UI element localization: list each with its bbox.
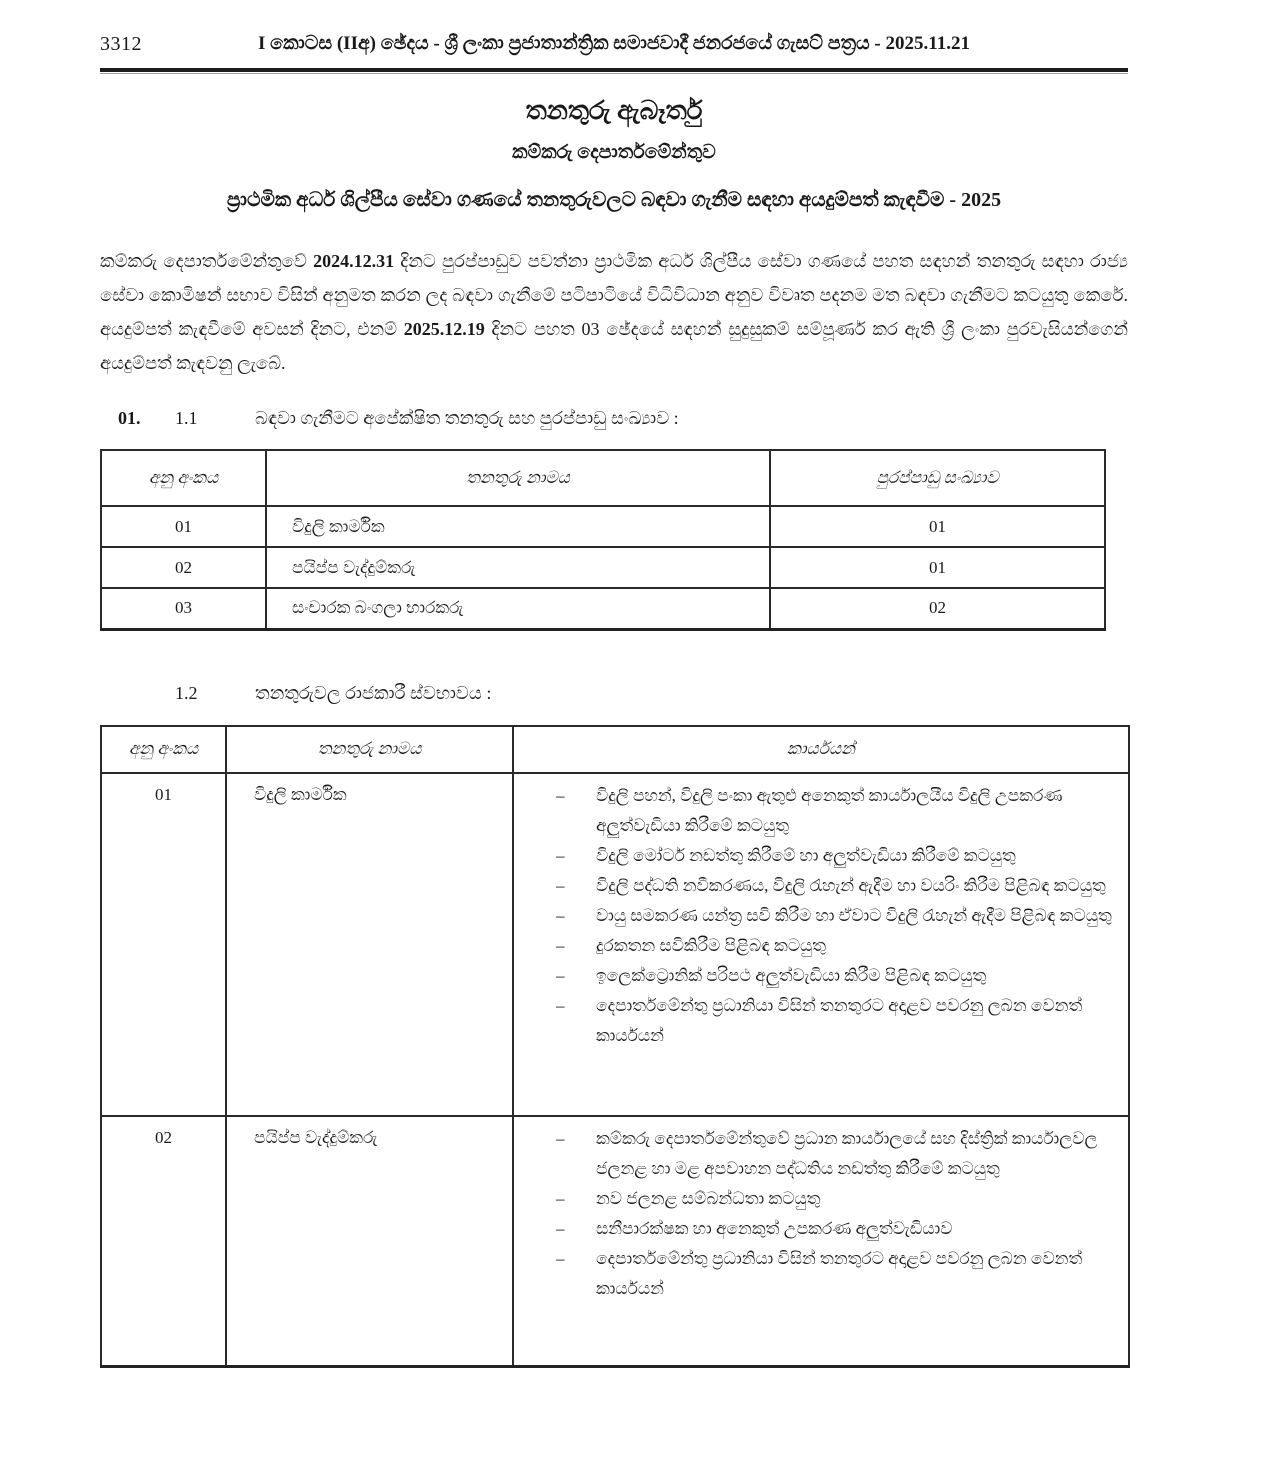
bullet-dash: – (556, 875, 565, 895)
table-row (101, 588, 1105, 629)
duties-header-tasks: කාර්යයන් (513, 726, 1129, 773)
table-row (101, 1116, 1129, 1367)
table-row (101, 547, 1105, 588)
vacancy-count-cell: 01 (770, 547, 1105, 588)
section-1-2-heading (100, 683, 1128, 704)
duty-text: දෙපාර්තමේන්තු ප්‍රධානියා විසින් තනතුරට අදාළව පවරනු ලබන වෙනත් කාර්යයන් (596, 1248, 1083, 1298)
duty-text: වායු සමකරණ යන්ත්‍ර සවි කිරීම හා ඒවාට විදුලි රැහැන් ඇදීම පිළිබඳ කටයුතු (596, 905, 1112, 925)
duties-table-body (101, 773, 1129, 1367)
vacancy-count-cell: 01 (770, 506, 1105, 547)
duties-table (100, 725, 1130, 1369)
bullet-dash: – (556, 1218, 565, 1238)
post-name-cell: පයිප්ප වැද්දුම්කරු (226, 1116, 513, 1367)
vacancies-table-head (101, 450, 1105, 506)
vacancies-table-body (101, 506, 1105, 629)
vacancies-header-serial: අනු අංකය (101, 450, 266, 506)
duty-item (556, 1244, 1112, 1304)
serial-cell: 01 (101, 506, 266, 547)
bullet-dash: – (556, 935, 565, 955)
duty-item (556, 1214, 1112, 1244)
duty-item (556, 781, 1112, 841)
page-title: තනතුරු ඇබෑර්තු (525, 96, 703, 125)
duty-item (556, 961, 1112, 991)
duty-text: සනීපාරක්ෂක හා අනෙකුත් උපකරණ අලුත්වැඩියාව (596, 1218, 953, 1238)
vacancies-table (100, 449, 1106, 631)
table-row (101, 506, 1105, 547)
section-label: බඳවා ගැනීමට අපේක්ෂිත තනතුරු සහ පුරප්පාඩු සංඛ්‍යාව : (255, 408, 679, 428)
vacancies-header-count: පුරප්පාඩු සංඛ්‍යාව (770, 450, 1105, 506)
header-rule (100, 68, 1128, 74)
duties-cell (513, 1116, 1129, 1367)
duty-text: විදුලි මෝටර් නඩත්තු කිරීමේ හා අලුත්වැඩියා කිරීමේ කටයුතු (596, 845, 1016, 865)
gazette-header-line: I කොටස (IIඅ) ඡේදය - ශ්‍රී ලංකා ප්‍රජාතාන්ත්‍රික සමාජවාදී ජනරජයේ ගැසට් පත්‍රය - 2025.11.21 (258, 33, 970, 54)
bullet-dash: – (556, 1248, 565, 1268)
serial-cell: 03 (101, 588, 266, 629)
section-sub-number: 1.2 (175, 682, 198, 703)
duties-header-row (101, 726, 1129, 773)
intro-date: 2025.12.19 (403, 319, 485, 339)
bullet-dash: – (556, 785, 565, 805)
duty-item (556, 841, 1112, 871)
notice-heading: ප්‍රාථමික අර්ධ ශිල්පීය සේවා ගණයේ තනතුරුවලට බඳවා ගැනීම සඳහා අයදුම්පත් කැඳවීම - 2025 (226, 189, 1002, 211)
page-header (100, 0, 1128, 59)
bullet-dash: – (556, 1128, 565, 1148)
duty-text: විදුලි පද්ධති නවීකරණය, විදුලි රැහැන් ඇදීම හා වයරිං කිරීම පිළිබඳ කටයුතු (596, 875, 1106, 895)
intro-text: දිනට පුරප්පාඩුව පවත්නා ප්‍රාථමික අර්ධ ශිල්පීය සේවා ගණයේ පහත සඳහන් තනතුරු සඳහා රාජ්‍ය සේවා කොමිෂන් සභාව විසින් අනුමත කරන ලද බඳවා ගැනීමේ පටිපාටියේ විධිවිධාන අනුව විවෘත පදනම මත බඳවා ගැනීමට කටයුතු කෙරේ. අයදුම්පත් කැඳවීමේ අවසන් දිනට, එනම් (100, 251, 1128, 339)
duty-item (556, 1184, 1112, 1214)
serial-cell: 02 (101, 547, 266, 588)
bullet-dash: – (556, 845, 565, 865)
post-name-cell: පයිප්ප වැද්දුම්කරු (266, 547, 770, 588)
duties-header-post: තනතුරු නාමය (226, 726, 513, 773)
duty-item (556, 991, 1112, 1051)
duty-text: ඉලෙක්ට්‍රොනික් පරිපථ අලුත්වැඩියා කිරීම පිළිබඳ කටයුතු (596, 965, 987, 985)
intro-text: කම්කරු දෙපාර්තමේන්තුවේ (100, 251, 314, 271)
bullet-dash: – (556, 1188, 565, 1208)
duty-text: දෙපාර්තමේන්තු ප්‍රධානියා විසින් තනතුරට අදාළව පවරනු ලබන වෙනත් කාර්යයන් (596, 995, 1083, 1045)
section-sub-number: 1.1 (175, 408, 198, 428)
duty-text: විදුලි පහන්, විදුලි පංකා ඇතුළු අනෙකුත් කාර්යාලයීය විදුලි උපකරණ අලුත්වැඩියා කිරීමේ කටයුතු (596, 785, 1063, 835)
bullet-dash: – (556, 995, 565, 1015)
section-label: තනතුරුවල රාජකාරී ස්වභාවය : (255, 682, 492, 703)
duty-item (556, 901, 1112, 931)
duty-item (556, 1124, 1112, 1184)
post-name-cell: සංචාරක බංගලා භාරකරු (266, 588, 770, 629)
duties-table-head (101, 726, 1129, 773)
vacancy-count-cell: 02 (770, 588, 1105, 629)
page-number: 3312 (100, 33, 142, 55)
vacancies-header-row (101, 450, 1105, 506)
duty-text: නව ජලනළ සම්බන්ධතා කටයුතු (596, 1188, 821, 1208)
duties-header-serial: අනු අංකය (101, 726, 226, 773)
section-1-1-heading (100, 408, 1128, 429)
duty-item (556, 871, 1112, 901)
intro-paragraph (100, 244, 1128, 380)
duties-cell (513, 773, 1129, 1116)
duty-text: කම්කරු දෙපාර්තමේන්තුවේ ප්‍රධාන කාර්යාලයේ සහ දිස්ත්‍රික් කාර්යාලවල ජලනළ හා මළ අපවාහන පද්ධතිය නඩත්තු කිරීමේ කටයුතු (596, 1128, 1098, 1178)
bullet-dash: – (556, 965, 565, 985)
intro-text: දිනට පහත 03 ඡේදයේ සඳහන් සුදුසුකම් සම්පූර්ණ කර ඇති ශ්‍රී ලංකා පුරවැසියන්ගෙන් අයදුම්පත් කැඳවනු ලැබේ. (100, 319, 1128, 373)
post-name-cell: විදුලි කාර්මික (266, 506, 770, 547)
department-name: කම්කරු දෙපාර්තමේන්තුව (512, 142, 716, 163)
section-number: 01. (118, 408, 141, 428)
intro-date: 2024.12.31 (313, 251, 395, 271)
vacancies-header-post: තනතුරු නාමය (266, 450, 770, 506)
duty-item (556, 931, 1112, 961)
table-row (101, 773, 1129, 1116)
post-name-cell: විදුලි කාර්මික (226, 773, 513, 1116)
serial-cell: 02 (101, 1116, 226, 1367)
duty-text: දුරකතන සවිකිරීම පිළිබඳ කටයුතු (596, 935, 827, 955)
bullet-dash: – (556, 905, 565, 925)
serial-cell: 01 (101, 773, 226, 1116)
